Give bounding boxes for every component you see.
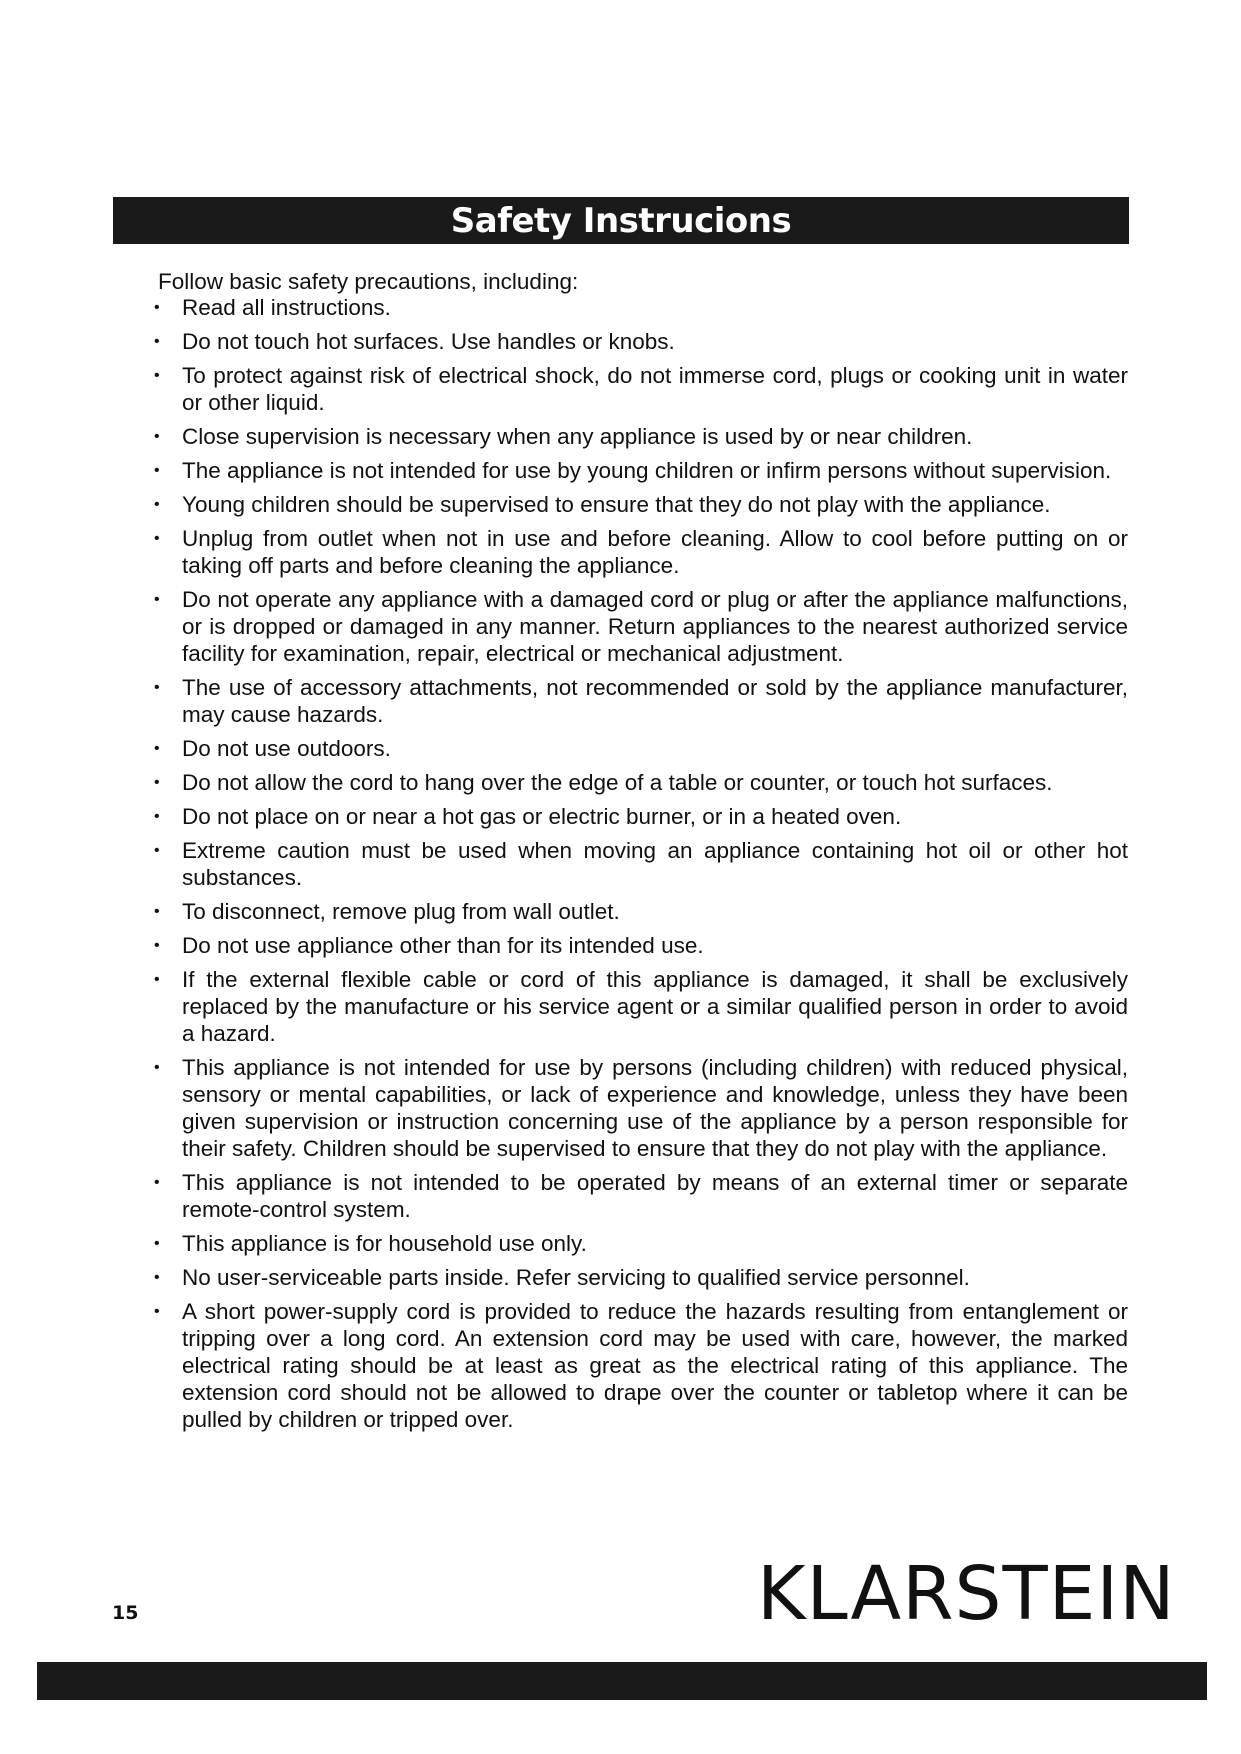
list-item	[150, 932, 1128, 959]
list-item	[150, 525, 1128, 579]
list-item	[150, 837, 1128, 891]
page-title: Safety Instrucions	[450, 200, 792, 241]
list-item	[150, 362, 1128, 416]
list-item-text: To disconnect, remove plug from wall outlet.	[182, 899, 620, 924]
bullet-icon: •	[154, 774, 160, 791]
list-item-text: This appliance is for household use only.	[182, 1231, 587, 1256]
bullet-icon: •	[154, 333, 160, 350]
intro-text: Follow basic safety precautions, including:	[158, 269, 579, 294]
list-item	[150, 898, 1128, 925]
list-item-text: Close supervision is necessary when any appliance is used by or near children.	[182, 424, 973, 449]
bullet-icon: •	[154, 1235, 160, 1252]
list-item	[150, 491, 1128, 518]
list-item-text: A short power-supply cord is provided to reduce the hazards resulting from entanglement or tripping over a long cord. An extension cord may be used with care, however, the marked electrical rating should be at least as great as the electrical rating of this appliance. The extension cord should not be allowed to drape over the counter or tabletop where it can be pulled by children or tripped over.	[182, 1299, 1128, 1432]
bullet-icon: •	[154, 1059, 160, 1076]
list-item-text: Read all instructions.	[182, 295, 391, 320]
bullet-icon: •	[154, 462, 160, 479]
bullet-icon: •	[154, 903, 160, 920]
footer-bar	[37, 1662, 1207, 1700]
list-item	[150, 328, 1128, 355]
list-item	[150, 1054, 1128, 1162]
list-item-text: Extreme caution must be used when moving an appliance containing hot oil or other hot substances.	[182, 838, 1128, 890]
bullet-icon: •	[154, 679, 160, 696]
bullet-icon: •	[154, 367, 160, 384]
bullet-icon: •	[154, 971, 160, 988]
list-item	[150, 769, 1128, 796]
list-item	[150, 803, 1128, 830]
bullet-icon: •	[154, 530, 160, 547]
list-item-text: Do not touch hot surfaces. Use handles or knobs.	[182, 329, 675, 354]
bullet-icon: •	[154, 299, 160, 316]
bullet-icon: •	[154, 1174, 160, 1191]
bullet-icon: •	[154, 496, 160, 513]
page-number: 15	[112, 1602, 139, 1624]
bullet-icon: •	[154, 842, 160, 859]
list-item-text: This appliance is not intended to be operated by means of an external timer or separate remote-control system.	[182, 1170, 1128, 1222]
list-item-text: Do not use outdoors.	[182, 736, 391, 761]
list-item	[150, 674, 1128, 728]
bullet-icon: •	[154, 937, 160, 954]
list-item-text: No user-serviceable parts inside. Refer servicing to qualified service personnel.	[182, 1265, 970, 1290]
list-item	[150, 1264, 1128, 1291]
list-item	[150, 294, 1128, 321]
bullet-icon: •	[154, 1269, 160, 1286]
title-bar	[113, 197, 1129, 244]
list-item	[150, 1230, 1128, 1257]
list-item	[150, 1169, 1128, 1223]
bullet-icon: •	[154, 1303, 160, 1320]
list-item-text: The appliance is not intended for use by young children or infirm persons without supervision.	[182, 458, 1112, 483]
list-item-text: This appliance is not intended for use by persons (including children) with reduced physical, sensory or mental capabilities, or lack of experience and knowledge, unless they have been given supervision or instruction concerning use of the appliance by a person responsible for their safety. Children should be supervised to ensure that they do not play with the appliance.	[182, 1055, 1128, 1161]
list-item-text: To protect against risk of electrical shock, do not immerse cord, plugs or cooking unit in water or other liquid.	[182, 363, 1128, 415]
bullet-icon: •	[154, 808, 160, 825]
bullet-icon: •	[154, 591, 160, 608]
list-item-text: Do not allow the cord to hang over the edge of a table or counter, or touch hot surfaces.	[182, 770, 1053, 795]
bullet-icon: •	[154, 428, 160, 445]
list-item-text: Do not use appliance other than for its intended use.	[182, 933, 704, 958]
list-item	[150, 1298, 1128, 1433]
list-item-text: Do not place on or near a hot gas or electric burner, or in a heated oven.	[182, 804, 902, 829]
list-item-text: Young children should be supervised to ensure that they do not play with the appliance.	[182, 492, 1051, 517]
list-item	[150, 966, 1128, 1047]
list-item-text: If the external flexible cable or cord of this appliance is damaged, it shall be exclusively replaced by the manufacture or his service agent or a similar qualified person in order to avoid a hazard.	[182, 967, 1128, 1046]
list-item-text: The use of accessory attachments, not recommended or sold by the appliance manufacturer, may cause hazards.	[182, 675, 1128, 727]
list-item-text: Do not operate any appliance with a damaged cord or plug or after the appliance malfunctions, or is dropped or damaged in any manner. Return appliances to the nearest authorized service facility for examination, repair, electrical or mechanical adjustment.	[182, 587, 1128, 666]
list-item	[150, 735, 1128, 762]
list-item-text: Unplug from outlet when not in use and before cleaning. Allow to cool before putting on or taking off parts and before cleaning the appliance.	[182, 526, 1128, 578]
brand-logo: KLARSTEIN	[757, 1551, 1176, 1637]
list-item	[150, 586, 1128, 667]
list-item	[150, 457, 1128, 484]
safety-list	[150, 294, 1128, 1440]
list-item	[150, 423, 1128, 450]
bullet-icon: •	[154, 740, 160, 757]
